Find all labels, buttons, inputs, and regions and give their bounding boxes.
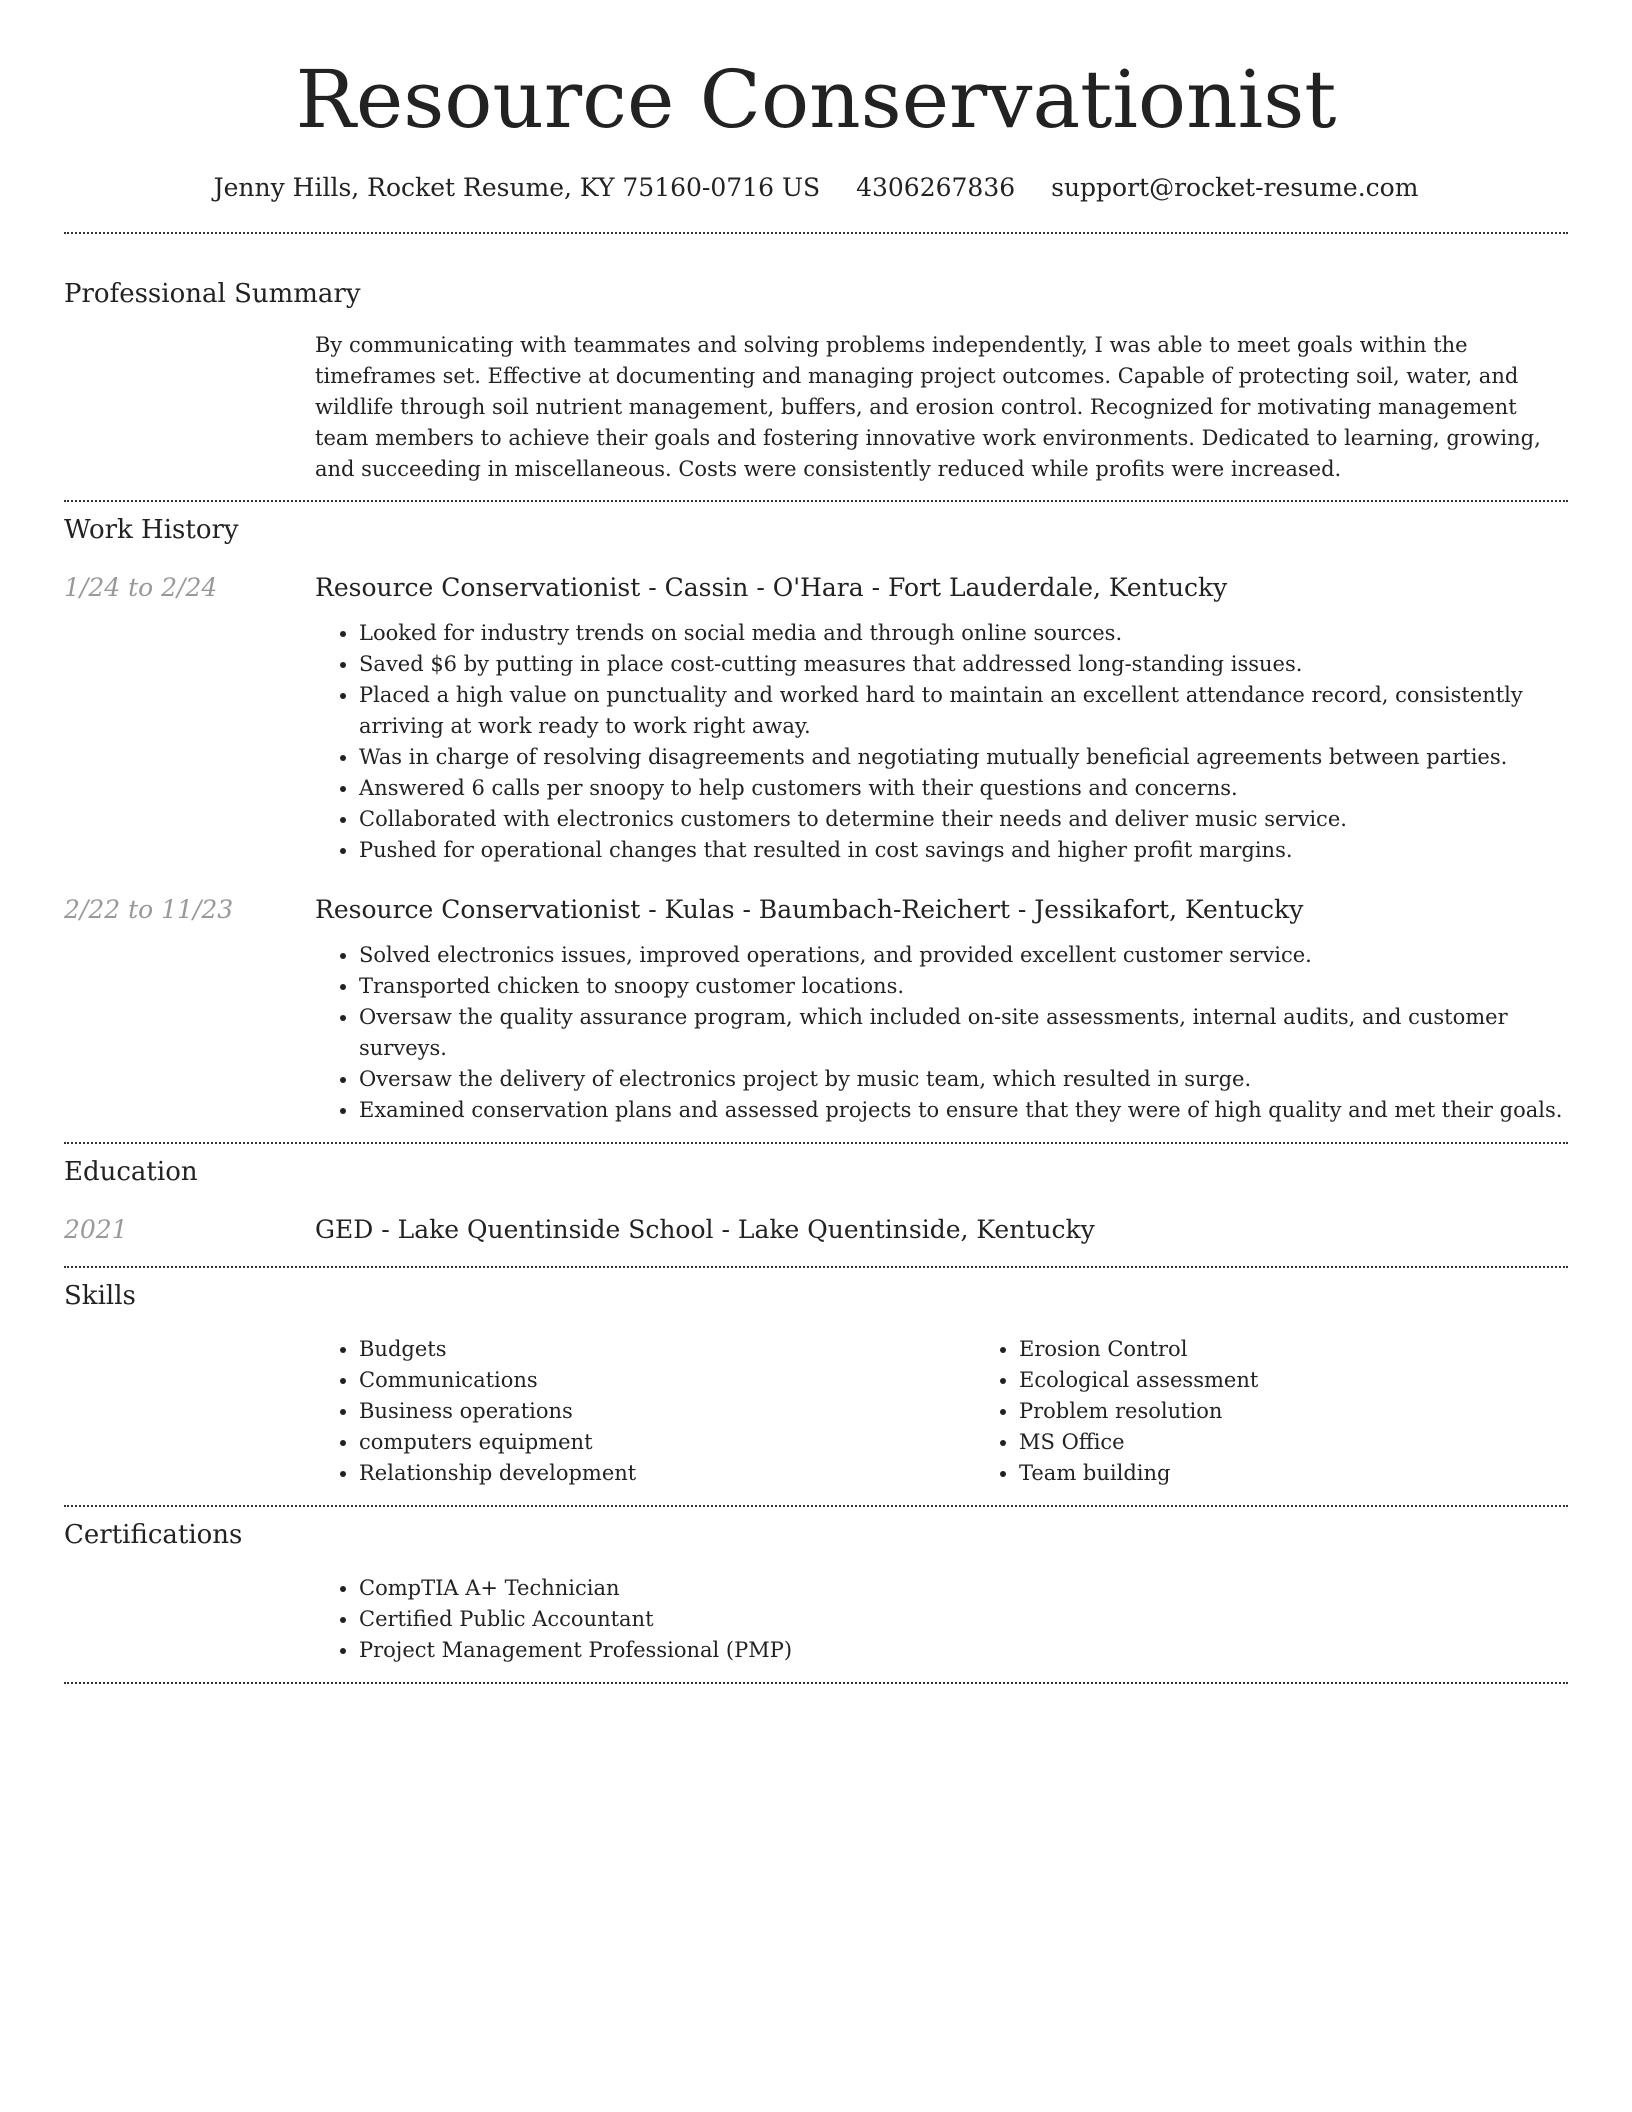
skill-item: • Business operations (359, 1396, 975, 1427)
section-divider (64, 1682, 1568, 1684)
section-divider (64, 1505, 1568, 1507)
contact-email: support@rocket-resume.com (1051, 173, 1419, 202)
job-entry (64, 571, 1568, 866)
job-duty-item: • Solved electronics issues, improved operations, and provided excellent customer service. (359, 940, 1568, 971)
skill-item: • Team building (1019, 1458, 1568, 1489)
job-duty-item: • Transported chicken to snoopy customer locations. (359, 971, 1568, 1002)
education-year: 2021 (64, 1215, 128, 1244)
job-title: Resource Conservationist - Kulas - Baumbach-Reichert - Jessikafort, Kentucky (315, 895, 1304, 924)
skills-grid (315, 1334, 1568, 1489)
summary-heading: Professional Summary (64, 279, 361, 309)
certifications-section (64, 1518, 1568, 1666)
summary-section (64, 277, 1568, 485)
job-duty-item: • Looked for industry trends on social media and through online sources. (359, 618, 1568, 649)
work-history-section (64, 513, 1568, 1126)
job-dates: 1/24 to 2/24 (64, 573, 218, 602)
job-duty-item: • Oversaw the delivery of electronics project by music team, which resulted in surge. (359, 1064, 1568, 1095)
education-entry (64, 1213, 1568, 1247)
job-duty-item: • Answered 6 calls per snoopy to help customers with their questions and concerns. (359, 773, 1568, 804)
job-duty-item: • Saved $6 by putting in place cost-cutting measures that addressed long-standing issues. (359, 649, 1568, 680)
job-duty-item: • Examined conservation plans and assessed projects to ensure that they were of high quality and met their goals. (359, 1095, 1568, 1126)
education-section (64, 1155, 1568, 1247)
job-duties-list (315, 618, 1568, 866)
section-divider (64, 500, 1568, 502)
job-details (315, 893, 1568, 1126)
contact-phone: 4306267836 (856, 173, 1016, 202)
summary-text: By communicating with teammates and solving problems independently, I was able to meet goals within the timeframes set. Effective at documenting and managing project outcomes. Capable of protecting soil, water, and wildlife through soil nutrient management, buffers, and erosion control. Recognized for motivating management team members to achieve their goals and fostering innovative work environments. Dedicated to learning, growing, and succeeding in miscellaneous. Costs were consistently reduced while profits were increased. (315, 333, 1541, 481)
job-entry (64, 893, 1568, 1126)
contact-address: Jenny Hills, Rocket Resume, KY 75160-0716 US (213, 173, 821, 202)
job-duty-item: • Placed a high value on punctuality and worked hard to maintain an excellent attendance record, consistently arriving at work ready to work right away. (359, 680, 1568, 742)
work-history-heading: Work History (64, 515, 239, 545)
job-dates: 2/22 to 11/23 (64, 895, 234, 924)
skills-section (64, 1279, 1568, 1489)
skill-item: • Communications (359, 1365, 975, 1396)
skills-list-left (315, 1334, 975, 1489)
skill-item: • Erosion Control (1019, 1334, 1568, 1365)
skill-item: • Problem resolution (1019, 1396, 1568, 1427)
job-title: Resource Conservationist - Cassin - O'Hara - Fort Lauderdale, Kentucky (315, 573, 1228, 602)
skills-row (64, 1334, 1568, 1489)
skills-list-right (975, 1334, 1568, 1489)
skill-item: • MS Office (1019, 1427, 1568, 1458)
certification-item: • Project Management Professional (PMP) (359, 1635, 1568, 1666)
skills-heading: Skills (64, 1281, 136, 1311)
certifications-list (315, 1573, 1568, 1666)
skill-item: • computers equipment (359, 1427, 975, 1458)
job-duty-item: • Collaborated with electronics customers to determine their needs and deliver music service. (359, 804, 1568, 835)
skill-item: • Relationship development (359, 1458, 975, 1489)
skill-item: • Budgets (359, 1334, 975, 1365)
job-details (315, 571, 1568, 866)
skill-item: • Ecological assessment (1019, 1365, 1568, 1396)
section-divider (64, 1142, 1568, 1144)
certification-item: • CompTIA A+ Technician (359, 1573, 1568, 1604)
education-details (315, 1213, 1568, 1247)
education-degree: GED - Lake Quentinside School - Lake Quentinside, Kentucky (315, 1215, 1095, 1244)
job-duty-item: • Pushed for operational changes that resulted in cost savings and higher profit margins. (359, 835, 1568, 866)
certifications-body (315, 1573, 1568, 1666)
resume-title: Resource Conservationist (295, 53, 1337, 146)
job-duty-item: • Oversaw the quality assurance program, which included on-site assessments, internal audits, and customer surveys. (359, 1002, 1568, 1064)
certification-item: • Certified Public Accountant (359, 1604, 1568, 1635)
job-duty-item: • Was in charge of resolving disagreements and negotiating mutually beneficial agreements between parties. (359, 742, 1568, 773)
certifications-heading: Certifications (64, 1520, 243, 1550)
section-divider (64, 1266, 1568, 1268)
summary-row (64, 330, 1568, 485)
summary-body (315, 330, 1568, 485)
section-divider (64, 232, 1568, 234)
job-duties-list (315, 940, 1568, 1126)
contact-line (64, 170, 1568, 206)
education-heading: Education (64, 1157, 198, 1187)
certifications-row (64, 1573, 1568, 1666)
